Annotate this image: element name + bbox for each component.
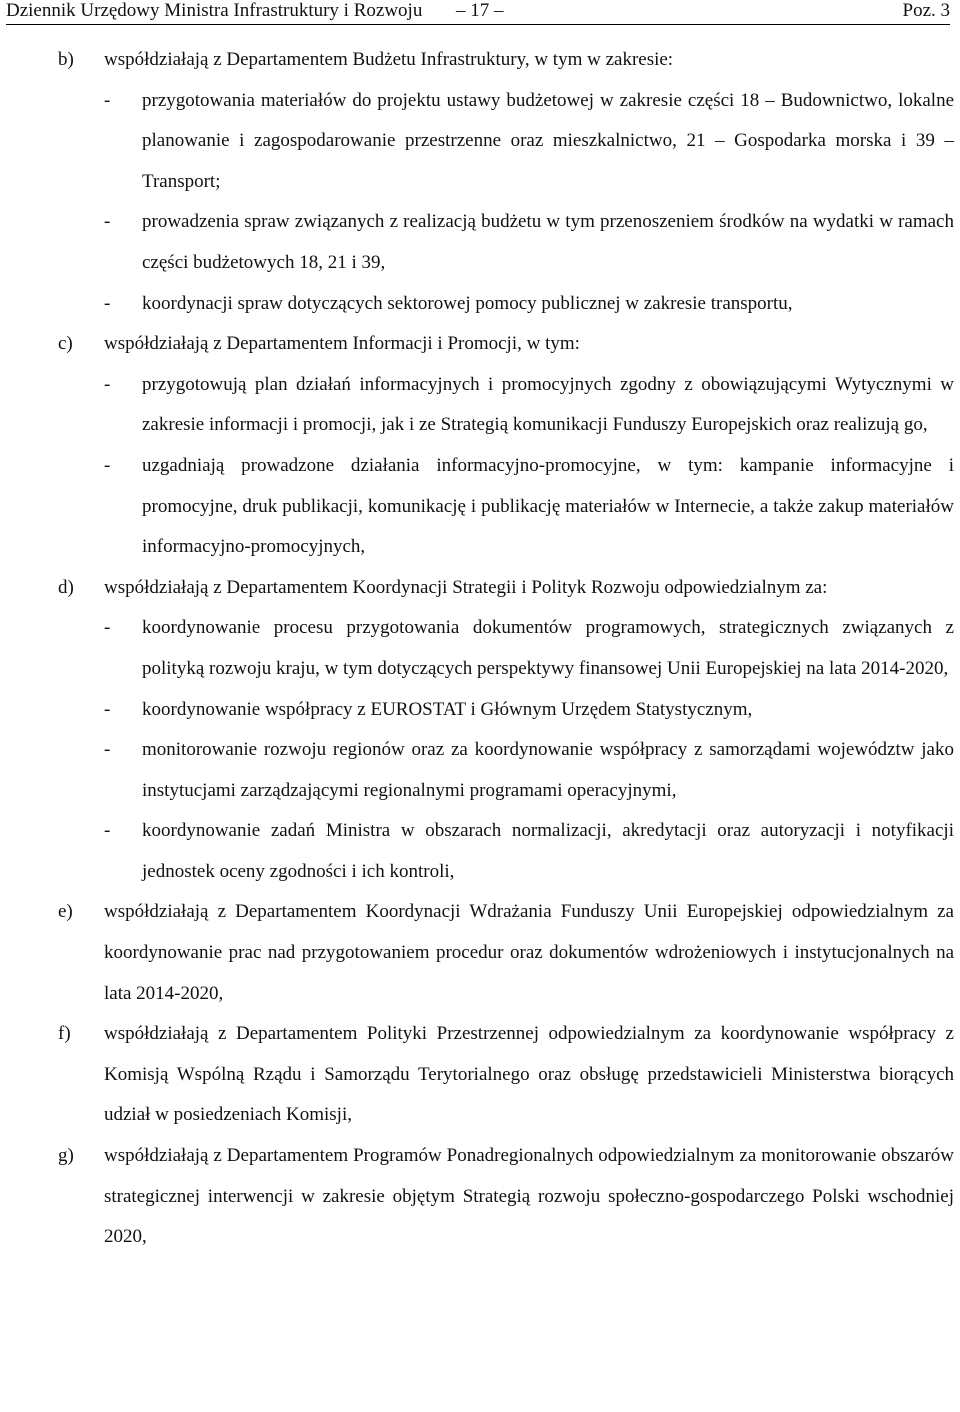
sub-list-item xyxy=(104,365,954,446)
list-item-d xyxy=(0,568,960,893)
sub-item-text: koordynowanie współpracy z EUROSTAT i Głównym Urzędem Statystycznym, xyxy=(142,698,753,720)
sub-list-item xyxy=(104,81,954,203)
sub-list xyxy=(104,608,954,892)
position-number: Poz. 3 xyxy=(902,0,950,21)
sub-list xyxy=(104,365,954,568)
sub-item-text: monitorowanie rozwoju regionów oraz za koordynowanie współpracy z samorządami województw jako instytucjami zarządzającymi regionalnymi programami operacyjnymi, xyxy=(142,739,954,801)
journal-title: Dziennik Urzędowy Ministra Infrastruktury i Rozwoju xyxy=(6,0,423,21)
sub-list-item xyxy=(104,608,954,689)
dash-bullet: - xyxy=(104,820,111,842)
item-text: współdziałają z Departamentem Polityki Przestrzennej odpowiedzialnym za koordynowanie współpracy z Komisją Wspólną Rządu i Samorządu Terytorialnego oraz obsługę przedstawicieli Ministerstwa biorących udział w posiedzeniach Komisji, xyxy=(104,1023,954,1126)
sub-list-item xyxy=(104,446,954,568)
item-marker: f) xyxy=(58,1023,71,1045)
dash-bullet: - xyxy=(104,617,111,639)
dash-bullet: - xyxy=(104,211,111,233)
list-item-e xyxy=(0,892,960,1014)
dash-bullet: - xyxy=(104,89,111,111)
sub-list-item xyxy=(104,202,954,283)
page-header xyxy=(6,0,950,25)
sub-list-item xyxy=(104,690,954,731)
sub-list-item xyxy=(104,730,954,811)
dash-bullet: - xyxy=(104,698,111,720)
item-marker: d) xyxy=(58,576,74,598)
sub-item-text: przygotowują plan działań informacyjnych i promocyjnych zgodny z obowiązującymi Wytycznymi w zakresie informacji i promocji, jak i ze Strategią komunikacji Funduszy Europejskich oraz realizują go, xyxy=(142,373,954,436)
dash-bullet: - xyxy=(104,292,111,314)
sub-item-text: koordynowanie zadań Ministra w obszarach normalizacji, akredytacji oraz autoryzacji i notyfikacji jednostek oceny zgodności i ich kontroli, xyxy=(142,820,954,882)
dash-bullet: - xyxy=(104,454,111,476)
item-text: współdziałają z Departamentem Budżetu Infrastruktury, w tym w zakresie: xyxy=(104,49,674,70)
dash-bullet: - xyxy=(104,373,111,395)
item-text: współdziałają z Departamentem Koordynacji Strategii i Polityk Rozwoju odpowiedzialnym za: xyxy=(104,576,828,598)
item-text: współdziałają z Departamentem Informacji i Promocji, w tym: xyxy=(104,333,580,355)
item-marker: e) xyxy=(58,901,73,923)
sub-item-text: prowadzenia spraw związanych z realizacją budżetu w tym przenoszeniem środków na wydatki w ramach części budżetowych 18, 21 i 39, xyxy=(142,211,954,273)
sub-list xyxy=(104,81,954,325)
sub-item-text: uzgadniają prowadzone działania informacyjno-promocyjne, w tym: kampanie informacyjne i promocyjne, druk publikacji, komunikację i publikację materiałów w Internecie, a także zakup materiałów informacyjno-promocyjnych, xyxy=(142,454,954,558)
dash-bullet: - xyxy=(104,739,111,761)
item-marker: c) xyxy=(58,333,73,355)
document-body xyxy=(0,40,960,1258)
list-item-c xyxy=(0,324,960,568)
sub-list-item xyxy=(104,284,954,325)
page-number: – 17 – xyxy=(456,0,504,21)
list-item-b xyxy=(0,40,960,324)
item-marker: g) xyxy=(58,1145,74,1167)
item-text: współdziałają z Departamentem Programów Ponadregionalnych odpowiedzialnym za monitorowanie obszarów strategicznej interwencji w zakresie objętym Strategią rozwoju społeczno-gospodarczego Polski wschodniej 2020, xyxy=(104,1145,954,1248)
list-item-f xyxy=(0,1014,960,1136)
list-item-g xyxy=(0,1136,960,1258)
sub-list-item xyxy=(104,811,954,892)
item-marker: b) xyxy=(58,49,74,70)
sub-item-text: koordynowanie procesu przygotowania dokumentów programowych, strategicznych związanych z polityką rozwoju kraju, w tym dotyczących perspektywy finansowej Unii Europejskiej na lata 2014-2020, xyxy=(142,617,954,679)
sub-item-text: koordynacji spraw dotyczących sektorowej pomocy publicznej w zakresie transportu, xyxy=(142,292,793,314)
item-text: współdziałają z Departamentem Koordynacji Wdrażania Funduszy Unii Europejskiej odpowiedzialnym za koordynowanie prac nad przygotowaniem procedur oraz dokumentów wdrożeniowych i instytucjonalnych na lata 2014-2020, xyxy=(104,901,954,1004)
sub-item-text: przygotowania materiałów do projektu ustawy budżetowej w zakresie części 18 – Budownictwo, lokalne planowanie i zagospodarowanie przestrzenne oraz mieszkalnictwo, 21 – Gospodarka morska i 39 – Transport; xyxy=(142,89,954,192)
